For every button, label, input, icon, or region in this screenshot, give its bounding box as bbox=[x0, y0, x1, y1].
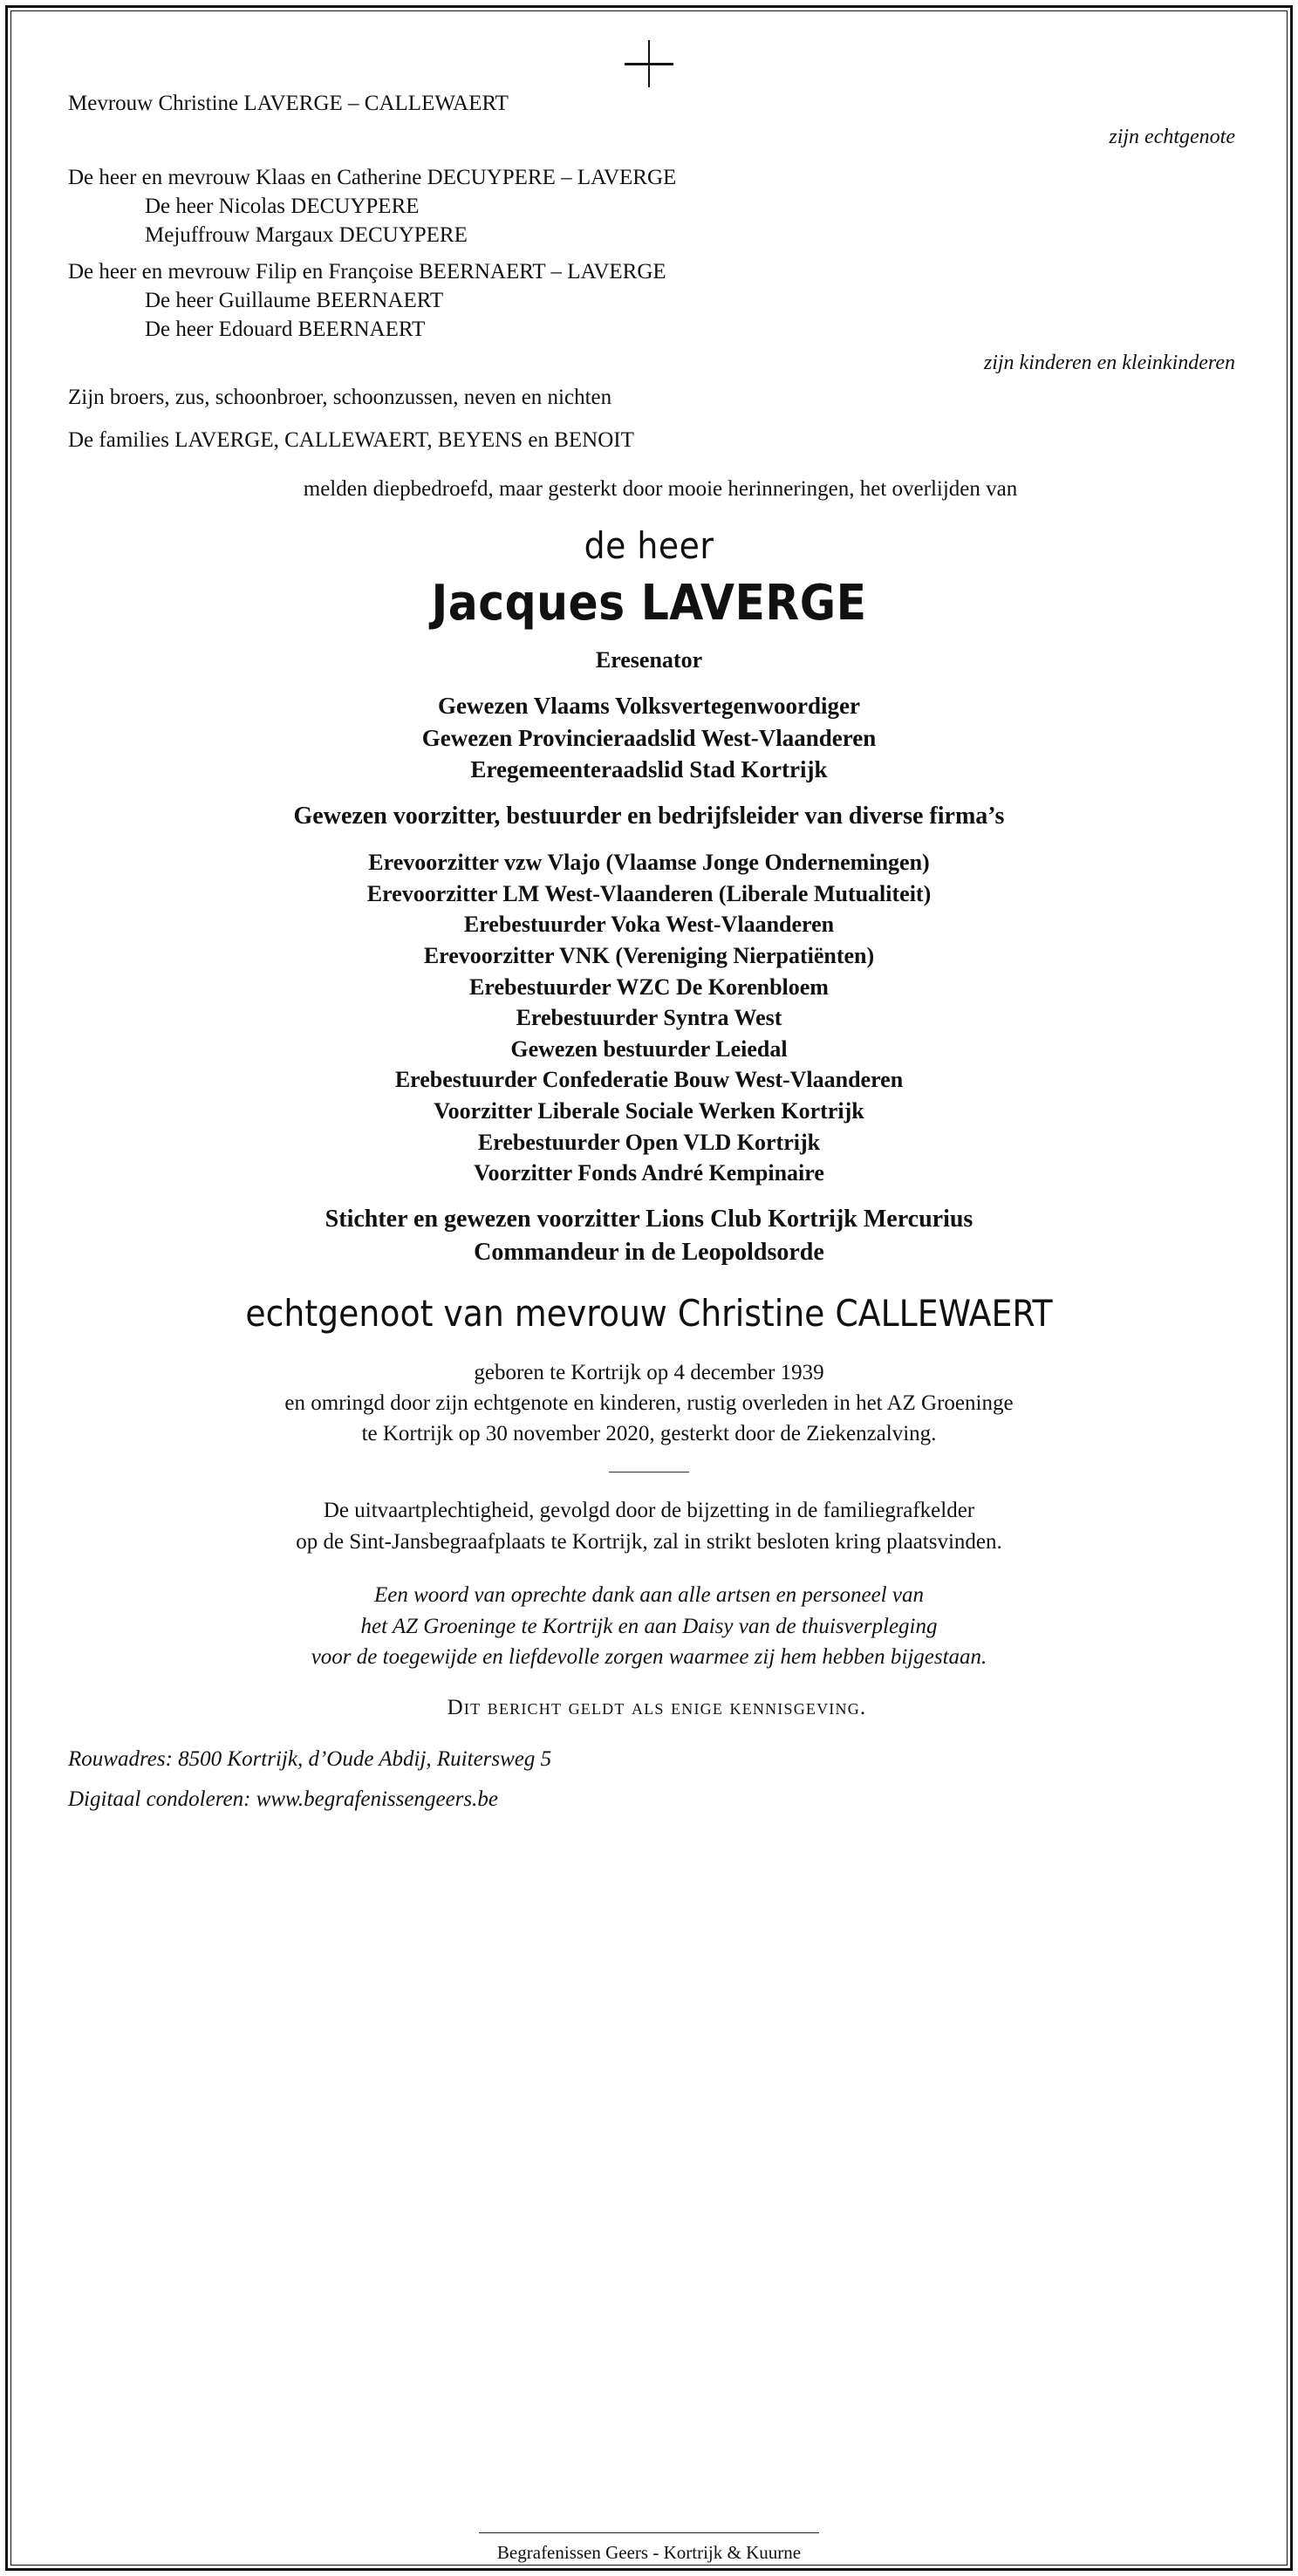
widow-relation-label: zijn echtgenote bbox=[1109, 126, 1235, 148]
survivor-family-1-parents: De heer en mevrouw Klaas en Catherine DECUYPERE – LAVERGE bbox=[68, 166, 677, 189]
thanks-line-2: het AZ Groeninge te Kortrijk en aan Daisy van de thuisverpleging bbox=[360, 1614, 938, 1638]
political-title-3: Eregemeenteraadslid Stad Kortrijk bbox=[470, 756, 828, 783]
deceased-closing-honours bbox=[56, 1203, 1242, 1269]
honour-item-8: Erebestuurder Confederatie Bouw West-Vlaanderen bbox=[394, 1067, 904, 1093]
survivor-family-2-child-1: De heer Guillaume BEERNAERT bbox=[145, 289, 444, 312]
honour-item-2: Erevoorzitter LM West-Vlaanderen (Liberale Mutualiteit) bbox=[366, 880, 932, 906]
life-details bbox=[56, 1357, 1242, 1449]
latin-cross-icon bbox=[625, 40, 673, 87]
thanks-line-1: Een woord van oprechte dank aan alle artsen en personeel van bbox=[374, 1583, 924, 1608]
political-title-1: Gewezen Vlaams Volksvertegenwoordiger bbox=[438, 692, 860, 719]
honour-item-4: Erevoorzitter VNK (Vereniging Nierpatiënten) bbox=[423, 942, 875, 968]
political-title-2: Gewezen Provincieraadslid West-Vlaanderen bbox=[421, 724, 877, 751]
deceased-political-titles bbox=[56, 690, 1242, 786]
deceased-primary-title: Eresenator bbox=[595, 647, 703, 673]
survivor-family-1-child-1: De heer Nicolas DECUYPERE bbox=[145, 195, 420, 218]
survivor-family-names: De families LAVERGE, CALLEWAERT, BEYENS en BENOIT bbox=[68, 428, 634, 452]
digital-condolences[interactable]: Digitaal condoleren: www.begrafenissengeers.be bbox=[68, 1787, 498, 1812]
cross-symbol-area bbox=[56, 26, 1242, 89]
death-detail-1: en omringd door zijn echtgenote en kinderen, rustig overleden in het AZ Groeninge bbox=[284, 1390, 1014, 1415]
honour-item-5: Erebestuurder WZC De Korenbloem bbox=[469, 974, 829, 1000]
mourning-address-row bbox=[56, 1743, 1242, 1776]
thanks-message bbox=[56, 1580, 1242, 1673]
survivor-family-2-child-2: De heer Edouard BEERNAERT bbox=[145, 318, 426, 341]
closing-honour-1: Stichter en gewezen voorzitter Lions Club Kortrijk Mercurius bbox=[324, 1205, 974, 1233]
honour-item-1: Erevoorzitter vzw Vlajo (Vlaamse Jonge Ondernemingen) bbox=[368, 850, 930, 876]
honour-item-3: Erebestuurder Voka West-Vlaanderen bbox=[463, 912, 835, 938]
notice-content bbox=[5, 5, 1293, 2571]
mourning-address-label: Rouwadres: bbox=[68, 1746, 173, 1771]
honour-item-11: Voorzitter Fonds André Kempinaire bbox=[474, 1160, 824, 1186]
deceased-honorific: de heer bbox=[584, 524, 714, 567]
funeral-home-name: Begrafenissen Geers - Kortrijk & Kuurne bbox=[496, 2542, 802, 2563]
honour-item-10: Erebestuurder Open VLD Kortrijk bbox=[477, 1129, 821, 1155]
ceremony-details bbox=[56, 1495, 1242, 1557]
closing-honour-2: Commandeur in de Leopoldsorde bbox=[474, 1238, 824, 1266]
death-detail-2: te Kortrijk op 30 november 2020, gesterkt door de Ziekenzalving. bbox=[361, 1421, 937, 1445]
survivor-extended-family: Zijn broers, zus, schoonbroer, schoonzussen, neven en nichten bbox=[68, 386, 612, 409]
honour-item-6: Erebestuurder Syntra West bbox=[516, 1005, 782, 1031]
survivor-family-2-parents: De heer en mevrouw Filip en Françoise BEERNAERT – LAVERGE bbox=[68, 260, 666, 284]
ceremony-line-2: op de Sint-Jansbegraafplaats te Kortrijk, zal in strikt besloten kring plaatsvinden. bbox=[296, 1529, 1002, 1554]
ceremony-line-1: De uitvaartplechtigheid, gevolgd door de bijzetting in de familiegrafkelder bbox=[323, 1499, 975, 1523]
cross-horizontal-bar bbox=[625, 63, 673, 65]
announcement-sentence: melden diepbedroefd, maar gesterkt door mooie herinneringen, het overlijden van bbox=[303, 477, 1018, 501]
survivor-widow: Mevrouw Christine LAVERGE – CALLEWAERT bbox=[68, 92, 509, 115]
honour-item-7: Gewezen bestuurder Leiedal bbox=[510, 1035, 788, 1062]
survivor-family-1-child-2: Mejuffrouw Margaux DECUYPERE bbox=[145, 223, 468, 247]
mourning-address-value: 8500 Kortrijk, d’Oude Abdij, Ruitersweg 5 bbox=[178, 1746, 552, 1771]
thanks-line-3: voor de toegewijde en liefdevolle zorgen waarmee zij hem hebben bijgestaan. bbox=[311, 1645, 987, 1670]
deceased-honours-list bbox=[56, 847, 1242, 1189]
deceased-spouse-line: echtgenoot van mevrouw Christine CALLEWAERT bbox=[245, 1291, 1053, 1335]
single-notice-statement: Dit bericht geldt als enige kennisgeving. bbox=[447, 1695, 867, 1719]
deceased-business-title: Gewezen voorzitter, bestuurder en bedrijfsleider van diverse firma’s bbox=[293, 802, 1005, 830]
deceased-name: Jacques LAVERGE bbox=[431, 575, 867, 632]
birth-detail: geboren te Kortrijk op 4 december 1939 bbox=[474, 1360, 824, 1384]
honour-item-9: Voorzitter Liberale Sociale Werken Kortrijk bbox=[434, 1097, 864, 1124]
children-relation-label: zijn kinderen en kleinkinderen bbox=[983, 352, 1235, 374]
